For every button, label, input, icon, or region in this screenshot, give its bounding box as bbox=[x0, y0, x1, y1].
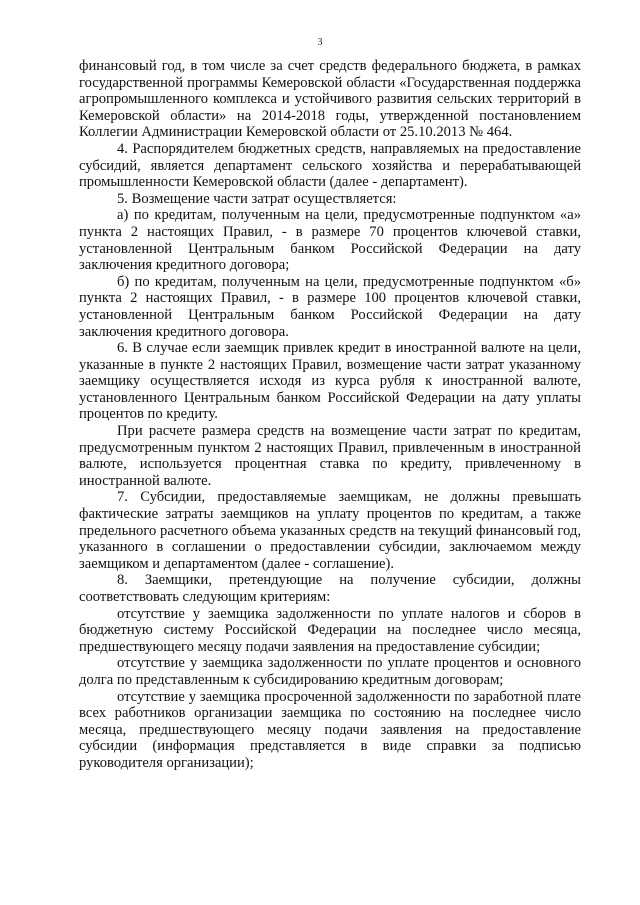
criterion-tax-debt: отсутствие у заемщика задолженности по уплате налогов и сборов в бюджетную систему Российской Федерации на последнее число месяца, предшествующего месяцу подачи заявления на предоставление субсидии; bbox=[79, 605, 581, 655]
paragraph-item-5a: а) по кредитам, полученным на цели, предусмотренные подпунктом «а» пункта 2 настоящих Правил, - в размере 70 процентов ключевой ставки, установленной Центральным банком Российской Федерации на дату заключения кредитного договора; bbox=[79, 207, 581, 274]
paragraph-item-5b: б) по кредитам, полученным на цели, предусмотренные подпунктом «б» пункта 2 настоящих Правил, - в размере 100 процентов ключевой ставки, установленной Центральным банком Российской Федерации на дату заключения кредитного договора. bbox=[79, 273, 581, 340]
paragraph-item-7: 7. Субсидии, предоставляемые заемщикам, не должны превышать фактические затраты заемщиков на уплату процентов по кредитам, а также предельного расчетного объема указанных средств на текущий финансовый год, указанного в соглашении о предоставлении субсидии, заключаемом между заемщиком и департаментом (далее - соглашение). bbox=[79, 489, 581, 572]
criterion-salary-debt: отсутствие у заемщика просроченной задолженности по заработной плате всех работников организации заемщика по состоянию на последнее число месяца, предшествующего месяцу подачи заявления на предоставление субсидии (информация представляется в виде справки за подписью руководителя организации); bbox=[79, 688, 581, 771]
paragraph-item-6: 6. В случае если заемщик привлек кредит в иностранной валюте на цели, указанные в пункте 2 настоящих Правил, возмещение части затрат указанному заемщику осуществляется исходя из курса рубля к иностранной валюте, установленного Центральным банком Российской Федерации на дату уплаты процентов по кредиту. bbox=[79, 340, 581, 423]
paragraph-item-5: 5. Возмещение части затрат осуществляется: bbox=[117, 190, 397, 207]
document-body bbox=[79, 58, 581, 772]
criterion-loan-debt: отсутствие у заемщика задолженности по уплате процентов и основного долга по представленным к субсидированию кредитным договорам; bbox=[79, 655, 581, 688]
paragraph-item-6-continued: При расчете размера средств на возмещение части затрат по кредитам, предусмотренным пунктом 2 настоящих Правил, привлеченным в иностранной валюте, используется процентная ставка по кредиту, привлеченному в иностранной валюте. bbox=[79, 423, 581, 489]
paragraph-item-4: 4. Распорядителем бюджетных средств, направляемых на предоставление субсидий, является департамент сельского хозяйства и перерабатывающей промышленности Кемеровской области (далее - департамент). bbox=[79, 140, 581, 191]
page-number: 3 bbox=[317, 37, 323, 48]
paragraph-continuation: финансовый год, в том числе за счет средств федерального бюджета, в рамках государственной программы Кемеровской области «Государственная поддержка агропромышленного комплекса и устойчивого развития сельских территорий в Кемеровской области» на 2014-2018 годы, утвержденной постановлением Коллегии Администрации Кемеровской области от 25.10.2013 № 464. bbox=[79, 58, 581, 141]
paragraph-item-8: 8. Заемщики, претендующие на получение субсидии, должны соответствовать следующим критериям: bbox=[79, 572, 581, 605]
